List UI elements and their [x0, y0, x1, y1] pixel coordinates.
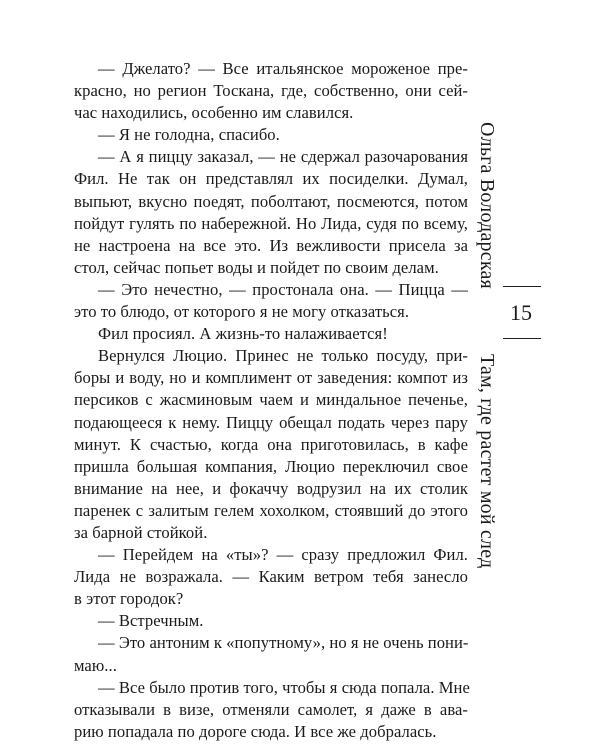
- page-number: 15: [510, 300, 532, 325]
- text-line: боры и воду, но и комплимент от заведения: компот из: [74, 368, 468, 388]
- text-line: Лида не возражала. — Каким ветром тебя занесло: [74, 567, 468, 587]
- text-line: минут. К счастью, когда она приготовилась, в кафе: [74, 434, 468, 454]
- text-line: персиков с жасминовым чаем и миндальное печенье,: [74, 390, 468, 410]
- text-line: рию попадала по дороге сюда. И все же добралась.: [74, 721, 437, 741]
- text-line: Вернулся Люцио. Принес не только посуду, при-: [98, 346, 468, 366]
- text-line: выпьют, вкусно поедят, поболтают, посмеются, потом: [74, 191, 468, 211]
- text-line: — Встречным.: [98, 611, 204, 631]
- text-line: — Джелато? — Все итальянское мороженое пре-: [98, 59, 468, 78]
- text-line: за барной стойкой.: [74, 522, 208, 542]
- author-name: Ольга Володарская: [476, 122, 498, 289]
- body-text: [74, 58, 468, 743]
- text-line: красно, но регион Тоскана, где, собственно, они сей-: [74, 81, 468, 101]
- text-line: подающееся к нему. Пиццу обещал подать через пару: [74, 412, 468, 432]
- text-line: час находились, особенно им славился.: [74, 103, 354, 123]
- text-line: стол, сейчас попьет воды и пойдет по своим делам.: [74, 257, 439, 277]
- text-line: пришла большая компания, Люцио переключил свое: [74, 456, 468, 476]
- divider-top: [503, 286, 541, 287]
- text-line: маю...: [74, 655, 117, 675]
- text-line: Фил. Не так он представлял их посиделки. Думал,: [74, 169, 468, 189]
- text-line: — Перейдем на «ты»? — сразу предложил Фил.: [98, 545, 468, 565]
- text-line: пойдут гулять по набережной. Но Лида, судя по всему,: [74, 213, 468, 233]
- text-line: — Это антоним к «попутному», но я не очень пони-: [98, 633, 469, 653]
- text-line: внимание на нее, и фокаччу водрузил на их столик: [74, 478, 468, 498]
- text-line: отказывали в визе, отменяли самолет, я даже в ава-: [74, 699, 468, 719]
- book-title: Там, где растет мой след: [476, 354, 498, 569]
- text-line: — А я пиццу заказал, — не сдержал разочарования: [98, 147, 468, 167]
- text-line: в этот городок?: [74, 589, 184, 609]
- text-line: Фил просиял. А жизнь-то налаживается!: [98, 324, 388, 344]
- text-line: паренек с залитым гелем хохолком, стоявший до этого: [74, 500, 468, 520]
- text-line: — Все было против того, чтобы я сюда попала. Мне: [98, 677, 470, 697]
- text-line: это то блюдо, от которого я не могу отказаться.: [74, 302, 410, 322]
- divider-bottom: [503, 338, 541, 339]
- text-line: не настроена на все это. Из вежливости присела за: [74, 235, 468, 255]
- text-line: — Я не голодна, спасибо.: [98, 125, 280, 145]
- text-line: — Это нечестно, — простонала она. — Пицца —: [98, 279, 468, 299]
